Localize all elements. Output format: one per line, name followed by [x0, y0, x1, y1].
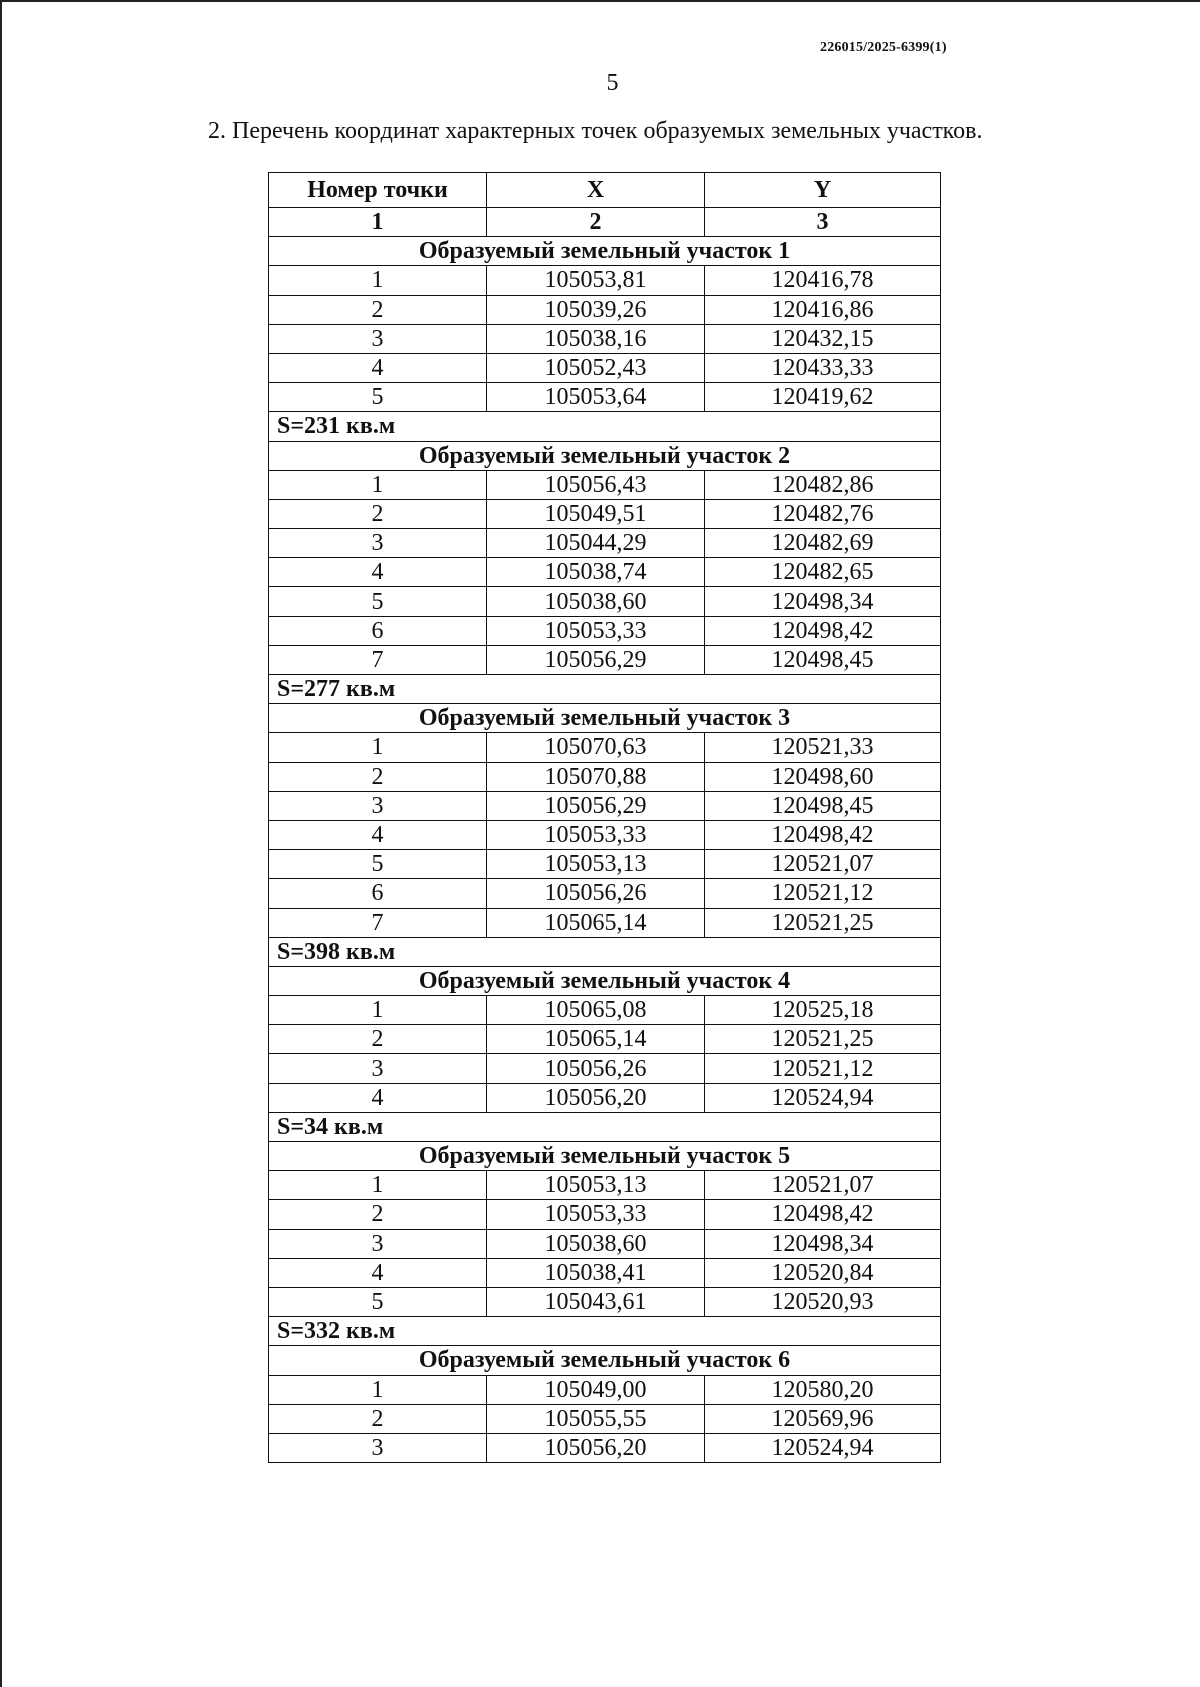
table-row: [269, 1258, 941, 1287]
point-number-cell: 2: [269, 1025, 487, 1054]
x-coordinate-cell: 105056,20: [487, 1083, 705, 1112]
point-number-cell: 3: [269, 1433, 487, 1462]
y-coordinate-cell: 120580,20: [705, 1375, 941, 1404]
point-number-cell: 3: [269, 529, 487, 558]
point-number-cell: 1: [269, 1375, 487, 1404]
table-row: [269, 587, 941, 616]
table-row: [269, 529, 941, 558]
point-number-cell: 6: [269, 879, 487, 908]
plot-title: Образуемый земельный участок 1: [269, 237, 941, 266]
y-coordinate-cell: 120521,25: [705, 1025, 941, 1054]
table-row: [269, 616, 941, 645]
point-number-cell: 5: [269, 850, 487, 879]
y-coordinate-cell: 120419,62: [705, 383, 941, 412]
y-coordinate-cell: 120521,12: [705, 1054, 941, 1083]
point-number-cell: 5: [269, 587, 487, 616]
y-coordinate-cell: 120498,42: [705, 1200, 941, 1229]
y-coordinate-cell: 120482,76: [705, 499, 941, 528]
plot-area-row: [269, 412, 941, 441]
x-coordinate-cell: 105039,26: [487, 295, 705, 324]
plot-title: Образуемый земельный участок 5: [269, 1142, 941, 1171]
table-row: [269, 850, 941, 879]
table-row: [269, 353, 941, 382]
plot-title-row: [269, 704, 941, 733]
point-number-cell: 3: [269, 324, 487, 353]
plot-area: S=34 кв.м: [269, 1112, 941, 1141]
plot-title-row: [269, 441, 941, 470]
point-number-cell: 2: [269, 295, 487, 324]
point-number-cell: 1: [269, 996, 487, 1025]
table-row: [269, 1025, 941, 1054]
plot-title: Образуемый земельный участок 2: [269, 441, 941, 470]
column-index-row: [269, 208, 941, 237]
x-coordinate-cell: 105049,51: [487, 499, 705, 528]
table-row: [269, 383, 941, 412]
point-number-cell: 3: [269, 1229, 487, 1258]
point-number-cell: 4: [269, 820, 487, 849]
plot-title: Образуемый земельный участок 3: [269, 704, 941, 733]
scan-border-top: [0, 0, 1200, 2]
y-coordinate-cell: 120520,84: [705, 1258, 941, 1287]
y-coordinate-cell: 120524,94: [705, 1083, 941, 1112]
y-coordinate-cell: 120416,86: [705, 295, 941, 324]
y-coordinate-cell: 120498,45: [705, 791, 941, 820]
point-number-cell: 4: [269, 353, 487, 382]
page-number: 5: [606, 70, 619, 96]
point-number-cell: 1: [269, 266, 487, 295]
x-coordinate-cell: 105043,61: [487, 1287, 705, 1316]
table-row: [269, 470, 941, 499]
plot-area-row: [269, 675, 941, 704]
table-row: [269, 820, 941, 849]
plot-title-row: [269, 237, 941, 266]
x-coordinate-cell: 105053,13: [487, 1171, 705, 1200]
x-coordinate-cell: 105044,29: [487, 529, 705, 558]
table-row: [269, 266, 941, 295]
coordinates-table-body: [269, 173, 941, 1463]
point-number-cell: 4: [269, 558, 487, 587]
document-id: 226015/2025-6399(1): [820, 40, 947, 55]
plot-area: S=231 кв.м: [269, 412, 941, 441]
x-coordinate-cell: 105038,16: [487, 324, 705, 353]
y-coordinate-cell: 120498,45: [705, 645, 941, 674]
table-row: [269, 1375, 941, 1404]
point-number-cell: 1: [269, 1171, 487, 1200]
y-coordinate-cell: 120416,78: [705, 266, 941, 295]
x-coordinate-cell: 105065,14: [487, 1025, 705, 1054]
point-number-cell: 1: [269, 733, 487, 762]
table-row: [269, 1404, 941, 1433]
x-coordinate-cell: 105053,33: [487, 616, 705, 645]
table-row: [269, 558, 941, 587]
x-coordinate-cell: 105038,60: [487, 1229, 705, 1258]
point-number-cell: 2: [269, 762, 487, 791]
section-heading: 2. Перечень координат характерных точек образуемых земельных участков.: [208, 118, 983, 144]
x-coordinate-cell: 105038,41: [487, 1258, 705, 1287]
x-coordinate-cell: 105056,29: [487, 791, 705, 820]
table-row: [269, 791, 941, 820]
plot-title-row: [269, 966, 941, 995]
point-number-cell: 5: [269, 1287, 487, 1316]
plot-title: Образуемый земельный участок 6: [269, 1346, 941, 1375]
plot-area-row: [269, 1317, 941, 1346]
table-row: [269, 908, 941, 937]
x-coordinate-cell: 105038,60: [487, 587, 705, 616]
table-row: [269, 1229, 941, 1258]
table-header-row: [269, 173, 941, 208]
y-coordinate-cell: 120521,12: [705, 879, 941, 908]
x-coordinate-cell: 105038,74: [487, 558, 705, 587]
plot-area: S=277 кв.м: [269, 675, 941, 704]
plot-title-row: [269, 1346, 941, 1375]
table-row: [269, 645, 941, 674]
x-coordinate-cell: 105070,63: [487, 733, 705, 762]
table-row: [269, 1200, 941, 1229]
point-number-cell: 6: [269, 616, 487, 645]
x-coordinate-cell: 105065,14: [487, 908, 705, 937]
plot-area-row: [269, 1112, 941, 1141]
y-coordinate-cell: 120432,15: [705, 324, 941, 353]
plot-title: Образуемый земельный участок 4: [269, 966, 941, 995]
x-coordinate-cell: 105056,26: [487, 879, 705, 908]
table-row: [269, 1054, 941, 1083]
y-coordinate-cell: 120482,69: [705, 529, 941, 558]
column-header-x: X: [487, 173, 705, 208]
coordinates-table: [268, 172, 941, 1463]
x-coordinate-cell: 105056,43: [487, 470, 705, 499]
y-coordinate-cell: 120498,42: [705, 820, 941, 849]
table-row: [269, 324, 941, 353]
point-number-cell: 3: [269, 1054, 487, 1083]
point-number-cell: 7: [269, 908, 487, 937]
table-row: [269, 762, 941, 791]
x-coordinate-cell: 105070,88: [487, 762, 705, 791]
point-number-cell: 3: [269, 791, 487, 820]
table-row: [269, 879, 941, 908]
y-coordinate-cell: 120498,34: [705, 1229, 941, 1258]
point-number-cell: 2: [269, 1200, 487, 1229]
plot-area-row: [269, 937, 941, 966]
y-coordinate-cell: 120498,42: [705, 616, 941, 645]
x-coordinate-cell: 105053,33: [487, 820, 705, 849]
x-coordinate-cell: 105053,13: [487, 850, 705, 879]
x-coordinate-cell: 105053,33: [487, 1200, 705, 1229]
column-index: 3: [705, 208, 941, 237]
x-coordinate-cell: 105056,26: [487, 1054, 705, 1083]
y-coordinate-cell: 120521,07: [705, 850, 941, 879]
y-coordinate-cell: 120525,18: [705, 996, 941, 1025]
table-row: [269, 1083, 941, 1112]
column-index: 2: [487, 208, 705, 237]
plot-title-row: [269, 1142, 941, 1171]
x-coordinate-cell: 105052,43: [487, 353, 705, 382]
table-row: [269, 1171, 941, 1200]
point-number-cell: 4: [269, 1258, 487, 1287]
point-number-cell: 5: [269, 383, 487, 412]
point-number-cell: 2: [269, 1404, 487, 1433]
table-row: [269, 1287, 941, 1316]
table-row: [269, 996, 941, 1025]
y-coordinate-cell: 120482,86: [705, 470, 941, 499]
y-coordinate-cell: 120498,34: [705, 587, 941, 616]
y-coordinate-cell: 120520,93: [705, 1287, 941, 1316]
x-coordinate-cell: 105049,00: [487, 1375, 705, 1404]
y-coordinate-cell: 120569,96: [705, 1404, 941, 1433]
column-header-point-number: Номер точки: [269, 173, 487, 208]
point-number-cell: 2: [269, 499, 487, 528]
x-coordinate-cell: 105065,08: [487, 996, 705, 1025]
y-coordinate-cell: 120521,33: [705, 733, 941, 762]
column-header-y: Y: [705, 173, 941, 208]
point-number-cell: 4: [269, 1083, 487, 1112]
y-coordinate-cell: 120433,33: [705, 353, 941, 382]
x-coordinate-cell: 105056,29: [487, 645, 705, 674]
table-row: [269, 295, 941, 324]
scan-border-left: [0, 0, 2, 1687]
y-coordinate-cell: 120521,07: [705, 1171, 941, 1200]
point-number-cell: 7: [269, 645, 487, 674]
x-coordinate-cell: 105056,20: [487, 1433, 705, 1462]
point-number-cell: 1: [269, 470, 487, 499]
column-index: 1: [269, 208, 487, 237]
table-row: [269, 733, 941, 762]
y-coordinate-cell: 120498,60: [705, 762, 941, 791]
plot-area: S=332 кв.м: [269, 1317, 941, 1346]
table-row: [269, 1433, 941, 1462]
x-coordinate-cell: 105053,64: [487, 383, 705, 412]
plot-area: S=398 кв.м: [269, 937, 941, 966]
x-coordinate-cell: 105053,81: [487, 266, 705, 295]
table-row: [269, 499, 941, 528]
y-coordinate-cell: 120482,65: [705, 558, 941, 587]
y-coordinate-cell: 120524,94: [705, 1433, 941, 1462]
x-coordinate-cell: 105055,55: [487, 1404, 705, 1433]
y-coordinate-cell: 120521,25: [705, 908, 941, 937]
